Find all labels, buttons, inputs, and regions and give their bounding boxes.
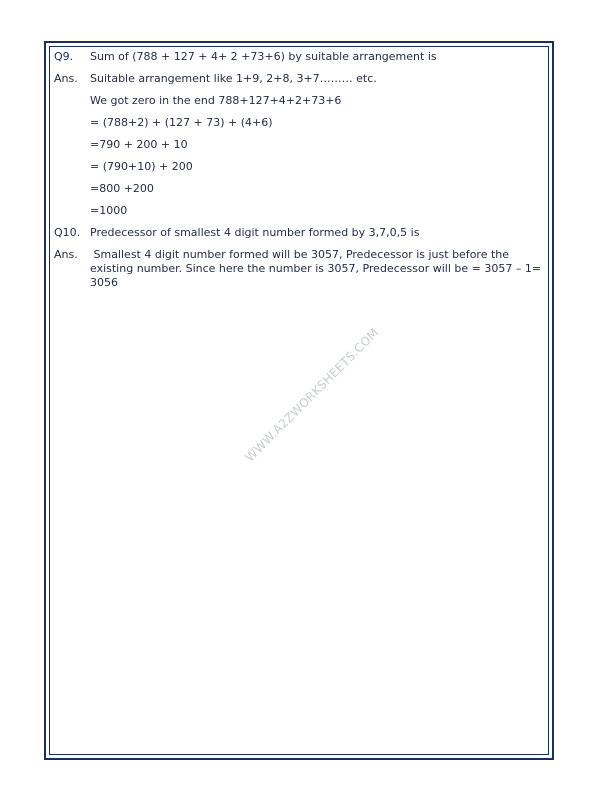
answer-10-text: Smallest 4 digit number formed will be 3057, Predecessor is just before the existing number. Since here the number is 3057, Predecessor will be = 3057 – 1= 3056 <box>90 248 545 289</box>
answer-9-row <box>54 94 546 108</box>
question-10 <box>54 226 546 240</box>
watermark: WWW.A2ZWORKSHEETS.COM <box>242 325 382 465</box>
question-9-label: Q9. <box>54 50 74 63</box>
question-10-text: Predecessor of smallest 4 digit number formed by 3,7,0,5 is <box>90 226 420 239</box>
answer-9-row <box>54 138 546 152</box>
answer-9-row <box>54 72 546 86</box>
question-10-label: Q10. <box>54 226 81 239</box>
answer-10-label: Ans. <box>54 248 78 261</box>
answer-9-row <box>54 160 546 174</box>
answer-9-line-6: =800 +200 <box>90 182 154 195</box>
answer-10-row <box>54 248 546 290</box>
answer-9-row <box>54 182 546 196</box>
question-9-text: Sum of (788 + 127 + 4+ 2 +73+6) by suitable arrangement is <box>90 50 437 63</box>
answer-9-row <box>54 204 546 218</box>
worksheet-content <box>54 50 546 290</box>
answer-9-row <box>54 116 546 130</box>
answer-9-line-5: = (790+10) + 200 <box>90 160 193 173</box>
answer-9-line-7: =1000 <box>90 204 128 217</box>
answer-9-line-3: = (788+2) + (127 + 73) + (4+6) <box>90 116 273 129</box>
answer-9-line-1: Suitable arrangement like 1+9, 2+8, 3+7……… etc. <box>90 72 377 85</box>
answer-9-line-4: =790 + 200 + 10 <box>90 138 188 151</box>
answer-9-label: Ans. <box>54 72 78 85</box>
answer-9-line-2: We got zero in the end 788+127+4+2+73+6 <box>90 94 342 107</box>
question-9 <box>54 50 546 64</box>
